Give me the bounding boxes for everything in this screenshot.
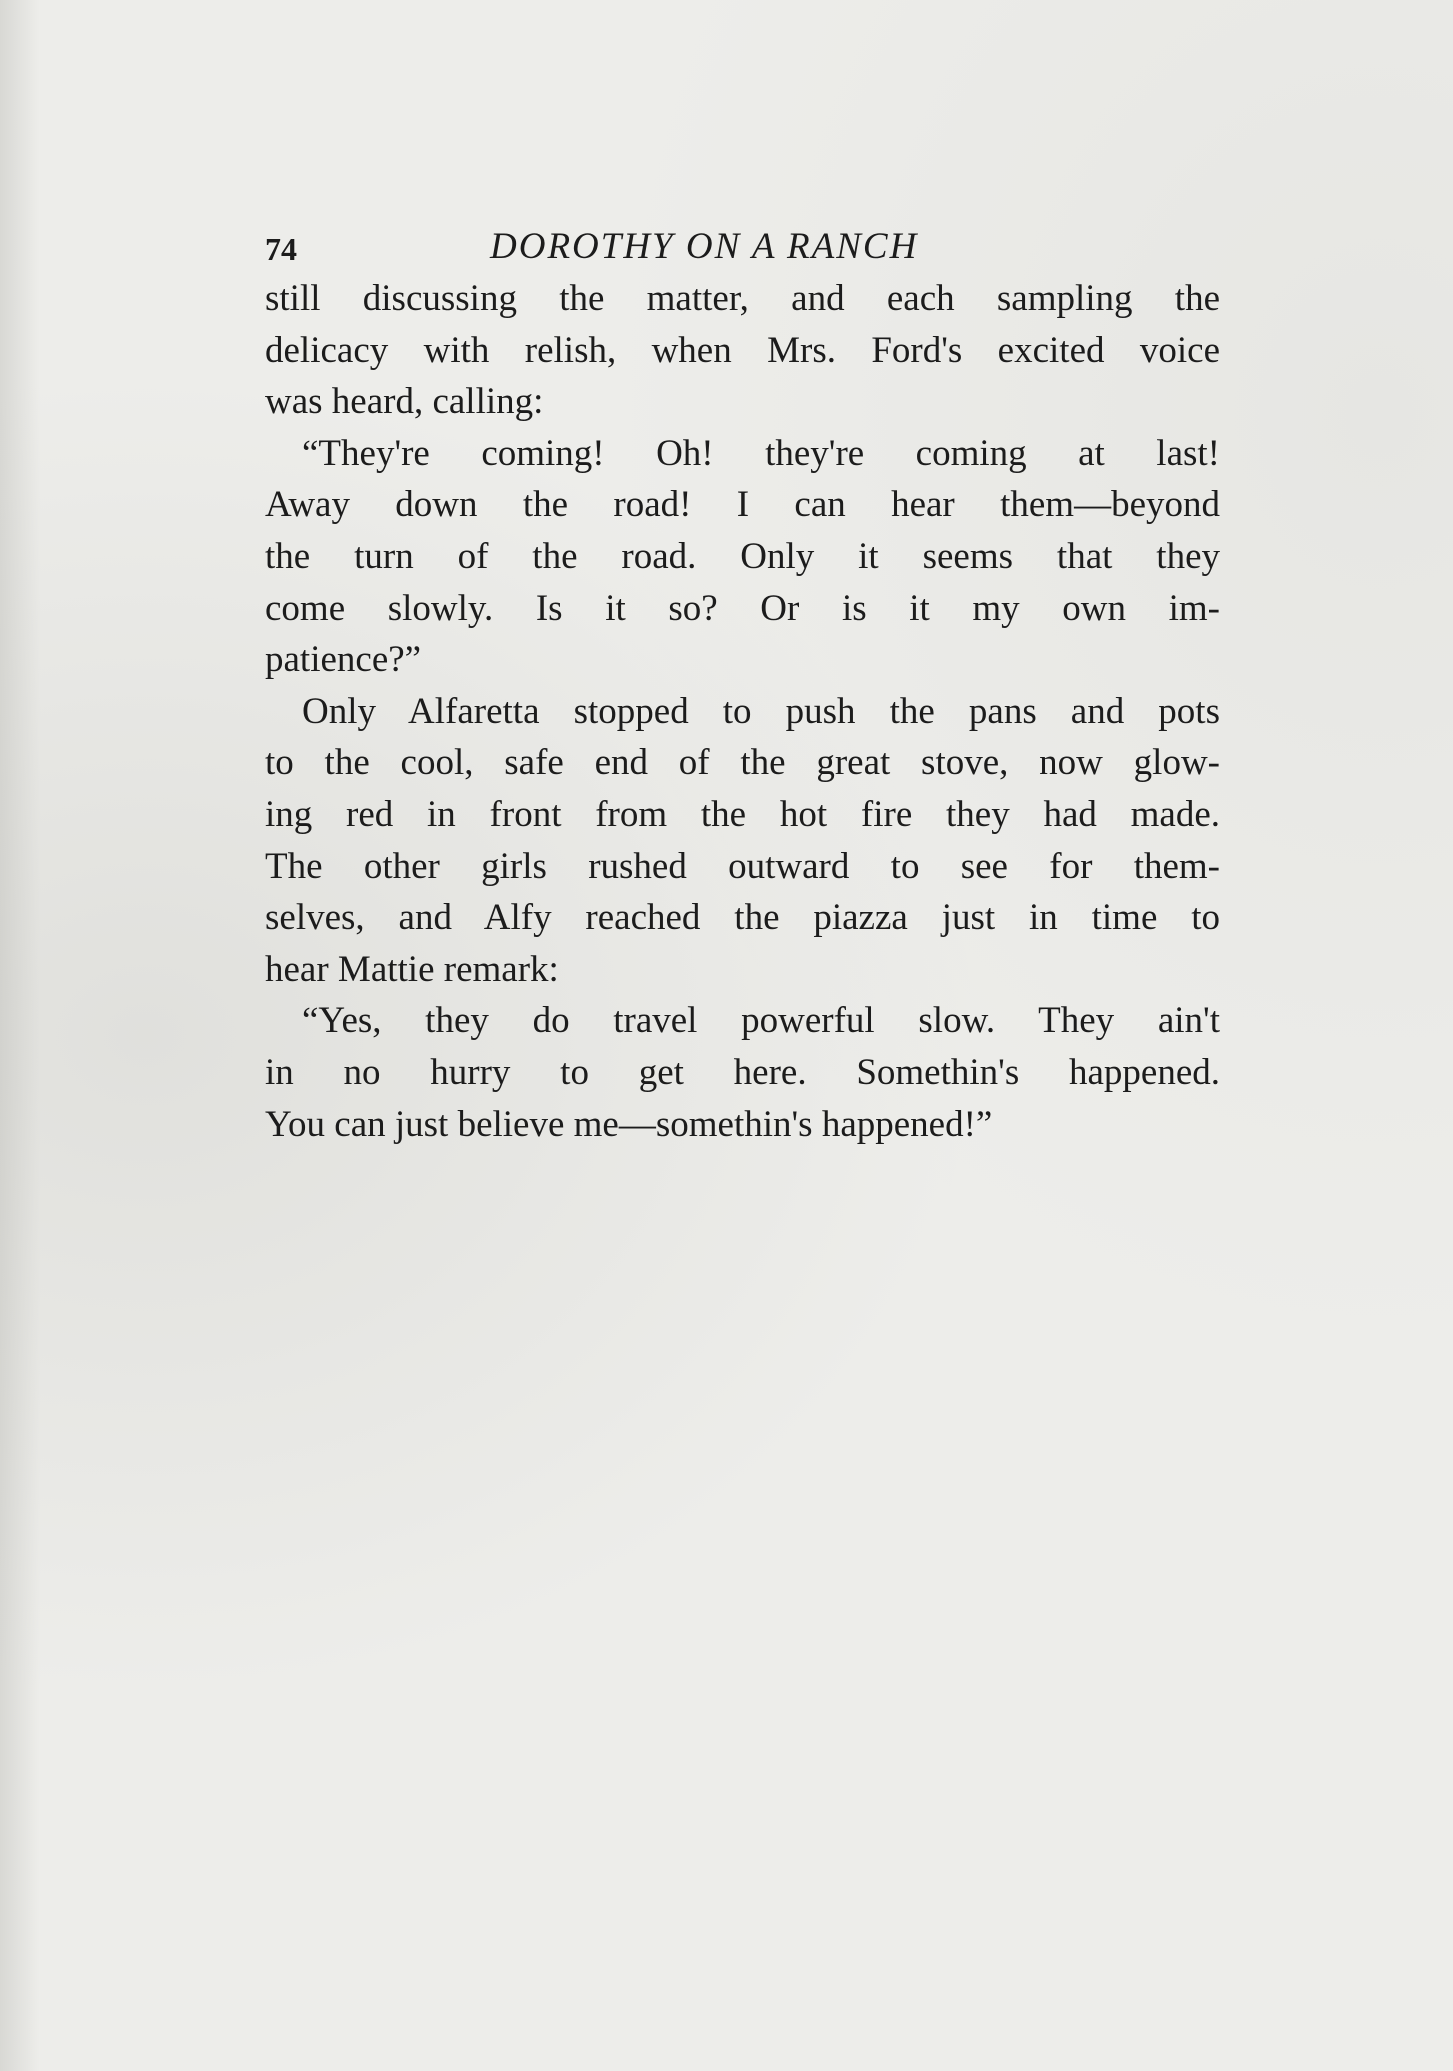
text-line: in no hurry to get here. Somethin's happened. — [265, 1051, 1220, 1093]
text-line: Away down the road! I can hear them—beyond — [265, 484, 1220, 526]
text-line: come slowly. Is it so? Or is it my own im- — [265, 587, 1220, 629]
text-line: ing red in front from the hot fire they had made. — [265, 793, 1220, 835]
text-line: to the cool, safe end of the great stove, now glow- — [265, 742, 1220, 784]
text-line: hear Mattie remark: — [265, 948, 559, 990]
text-line: the turn of the road. Only it seems that they — [265, 535, 1220, 577]
text-line: Only Alfaretta stopped to push the pans and pots — [302, 690, 1220, 732]
text-line: “Yes, they do travel powerful slow. They ain't — [302, 1000, 1220, 1042]
text-line: patience?” — [265, 639, 422, 681]
text-line: still discussing the matter, and each sampling the — [265, 278, 1220, 319]
text-line: You can just believe me—somethin's happened!” — [265, 1103, 993, 1145]
text-line: was heard, calling: — [265, 381, 544, 423]
text-line: selves, and Alfy reached the piazza just in time to — [265, 897, 1220, 939]
page-number: 74 — [265, 231, 297, 267]
text-line: “They're coming! Oh! they're coming at last! — [302, 432, 1220, 474]
body-text — [265, 273, 1220, 1150]
page-edge-shadow — [0, 0, 40, 2071]
text-line: The other girls rushed outward to see for them- — [265, 845, 1220, 887]
book-title: DOROTHY ON A RANCH — [490, 226, 919, 267]
text-line: delicacy with relish, when Mrs. Ford's excited voice — [265, 329, 1220, 371]
running-head — [265, 225, 1265, 275]
